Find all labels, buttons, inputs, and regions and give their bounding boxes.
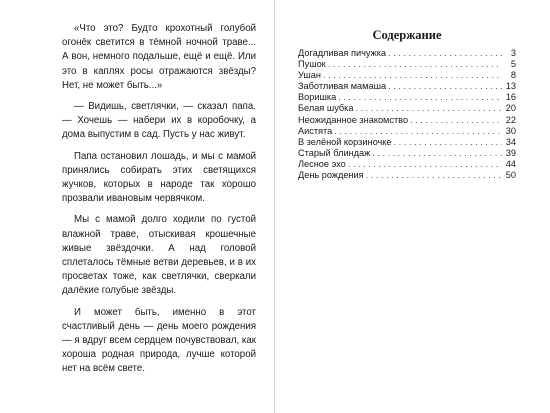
entry-page-number: 8 bbox=[510, 70, 516, 81]
dot-leader bbox=[372, 148, 502, 159]
dot-leader bbox=[348, 159, 502, 170]
entry-page-number: 16 bbox=[505, 92, 516, 103]
entry-title: Догадливая пичужка bbox=[298, 48, 387, 58]
entry-page-number: 20 bbox=[505, 103, 516, 114]
entry-page-number: 30 bbox=[505, 125, 516, 136]
entry-page-number: 5 bbox=[510, 59, 516, 70]
entry-title: Неожиданное знакомство bbox=[298, 114, 409, 125]
dot-leader bbox=[328, 59, 502, 70]
story-paragraph: «Что это? Будто крохотный голубой огонёк светится в тёмной ночной траве... А вон, немного подальше, ещё и ещё. Или это в каплях росы отражаются звёзды? Нет, не может быть...» bbox=[62, 23, 256, 91]
entry-title: Заботливая мамаша bbox=[298, 81, 387, 92]
contents-entry bbox=[298, 103, 516, 114]
entry-page-number: 13 bbox=[505, 81, 516, 92]
entry-title: Ушан bbox=[298, 70, 321, 81]
contents-entry bbox=[298, 70, 516, 81]
story-paragraph: Мы с мамой долго ходили по густой влажной траве, отыскивая крошечные живые звёздочки. А над головой сплеталось тёмные ветви деревьев, и в их просветах тоже, как светлячки, сверкали далёкие голубые звёзды. bbox=[62, 214, 256, 297]
entry-title: Лесное эхо bbox=[298, 158, 346, 169]
story-paragraph: Папа остановил лошадь, и мы с мамой принялись собирать этих светящихся жучков, которых в народе так хорошо прозвали ивановым червячком. bbox=[62, 150, 256, 205]
contents-entry bbox=[298, 137, 516, 148]
contents-entry bbox=[298, 81, 516, 92]
entry-title: День рождения bbox=[298, 170, 364, 181]
dot-leader bbox=[338, 92, 502, 103]
dot-leader bbox=[334, 126, 502, 137]
dot-leader bbox=[356, 103, 503, 114]
entry-page-number: 44 bbox=[505, 158, 516, 169]
dot-leader bbox=[323, 70, 502, 81]
story-paragraph: И может быть, именно в этот счастливый день — день моего рождения — я вдруг всем сердцем почувствовал, как хороша родная природа, лучше которой нет на всём свете. bbox=[62, 306, 256, 375]
contents-entry bbox=[298, 159, 516, 170]
story-paragraph: — Видишь, светлячки, — сказал папа. — Хочешь — набери их в коробочку, а дома выпустим в сад. Пусть у нас живут. bbox=[62, 101, 256, 141]
contents-entry bbox=[298, 59, 516, 70]
entry-page-number: 34 bbox=[505, 136, 516, 147]
entry-title: Пушок bbox=[298, 59, 326, 70]
entry-page-number: 22 bbox=[505, 114, 516, 125]
page-gutter bbox=[274, 0, 275, 413]
contents-page bbox=[298, 22, 516, 181]
contents-list bbox=[298, 48, 516, 181]
dot-leader bbox=[410, 115, 502, 126]
entry-page-number: 39 bbox=[505, 147, 516, 158]
entry-title: В зелёной корзиночке bbox=[298, 136, 392, 147]
dot-leader bbox=[388, 81, 502, 92]
contents-entry bbox=[298, 126, 516, 137]
dot-leader bbox=[388, 48, 502, 59]
entry-title: Белая шубка bbox=[298, 103, 354, 114]
contents-entry bbox=[298, 170, 516, 181]
contents-entry bbox=[298, 115, 516, 126]
entry-page-number: 50 bbox=[505, 170, 516, 181]
contents-entry bbox=[298, 92, 516, 103]
contents-entry bbox=[298, 48, 516, 59]
story-page bbox=[62, 22, 256, 384]
dot-leader bbox=[366, 170, 502, 181]
dot-leader bbox=[394, 137, 502, 148]
contents-heading: Содержание bbox=[372, 28, 442, 42]
entry-title: Аистята bbox=[298, 125, 333, 136]
entry-title: Воришка bbox=[298, 92, 337, 103]
contents-entry bbox=[298, 148, 516, 159]
entry-title: Старый блиндаж bbox=[298, 147, 371, 158]
entry-page-number: 3 bbox=[510, 48, 516, 58]
